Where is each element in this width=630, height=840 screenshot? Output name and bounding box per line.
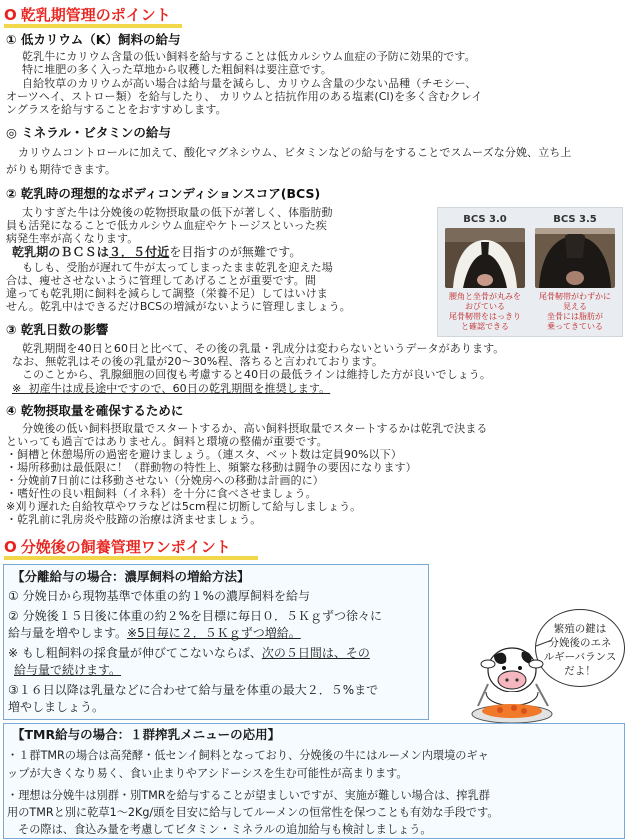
section2-title-text: 分娩後の飼養管理ワンポイント xyxy=(20,538,231,556)
sub5-line-2: といっても過言ではありません。飼料と環境の整備が重要です。 xyxy=(6,435,328,448)
sub3-line-2: 員も活発になることで低カルシウム血症やケトージスといった疾 xyxy=(6,219,327,232)
tmr-feeding-box xyxy=(3,723,625,839)
sub5-line-1: 分娩後の低い飼料摂取量でスタートするか、高い飼料摂取量でスタートするかは乾乳で決まる xyxy=(22,422,488,435)
bcs-target-line xyxy=(12,246,301,259)
bcs-photo-1-label: BCS 3.0 xyxy=(463,214,507,225)
section1-title xyxy=(4,6,171,24)
sub5-line-5: ・分娩前7日前には移動させない（分娩房への移動は計画的に） xyxy=(6,474,324,487)
sub1-line-5: ングラスを給与することをおすすめします。 xyxy=(6,103,227,116)
sub3-line-6: 違っても乾乳期に飼料を減らして調整（栄養不足）してはいけま xyxy=(6,287,328,300)
sub3-line-7: せん。乾乳中はできるだけBCSの増減がないように管理しましょう。 xyxy=(6,300,351,313)
box1-line-5: 給与量で続けます。 xyxy=(14,663,122,677)
sub1-line-4: オーツヘイ、ストロー類）を給与したり、 カリウムと拮抗作用のある塩素(Cl)を多く含むクレイ xyxy=(6,90,483,103)
box1-line-6: ③１６日以降は乳量などに合わせて給与量を体重の最大２．５%まで xyxy=(8,683,379,697)
sub1-line-3: 自給牧草のカリウムが高い場合は給与量を減らし、カリウム含量の少ない品種（チモシー、 xyxy=(22,77,477,90)
box1-line-3 xyxy=(8,626,301,641)
sub1-title: ① 低カリウム（K）飼料の給与 xyxy=(6,32,181,47)
sub4-line-1: 乾乳期間を40日と60日と比べて、その後の乳量・乳成分は変わらないというデータがあります。 xyxy=(22,342,505,355)
section2-title-underline xyxy=(4,556,258,560)
sub1-line-2: 特に堆肥の多く入った草地から収穫した粗飼料は要注意です。 xyxy=(22,63,332,76)
sub5-line-3: ・飼槽と休憩場所の過密を避けましょう。（連スタ、ベット数は定員90%以下） xyxy=(6,448,402,461)
section2-title xyxy=(4,538,231,556)
sub2-line-2: がりも期待できます。 xyxy=(6,163,117,176)
sub4-line-2: なお、無乾乳はその後の乳量が20～30%程、落ちると言われております。 xyxy=(12,355,384,368)
bcs-target-post: を目指すのが無難です。 xyxy=(169,245,302,259)
box1-line-3-note: ※5日毎に２．５Ｋｇずつ増給。 xyxy=(127,626,301,640)
box1-line-4-underlined: 次の５日間は、その xyxy=(261,646,370,660)
sub1-line-1: 乾乳牛にカリウム含量の低い飼料を給与することは低カルシウム血症の予防に効果的です。 xyxy=(22,50,476,63)
section1-title-underline xyxy=(4,24,182,28)
cow-rear-photo-2 xyxy=(535,228,615,288)
sub2-title: ◎ ミネラル・ビタミンの給与 xyxy=(6,125,171,140)
section1-title-text: 乾乳期管理のポイント xyxy=(20,6,171,24)
bcs-photo-2-label: BCS 3.5 xyxy=(553,214,597,225)
separate-feeding-box xyxy=(3,564,429,720)
bcs-photo-1 xyxy=(443,214,527,330)
box2-line-4: 用のTMRと別に乾草1～2Kg/頭を目安に給与してルーメンの恒常性を保つことも有効な手段です。 xyxy=(7,806,499,819)
box2-line-2: ップが大きくなり易く、食い止まりやアシドーシスを生む可能性が高まります。 xyxy=(7,767,408,780)
speech-bubble-text: 繁殖の鍵は 分娩後のエネ ルギーバランス だよ！ xyxy=(543,623,617,677)
sub3-title: ② 乾乳時の理想的なボディコンディションスコア(BCS) xyxy=(6,186,321,201)
sub3-line-1: 太りすぎた牛は分娩後の乾物摂取量の低下が著しく、体脂肪動 xyxy=(22,206,333,219)
box2-line-3: ・理想は分娩牛は別群・別TMRを給与することが望ましいですが、実施が難しい場合は、搾乳群 xyxy=(7,789,490,802)
sub3-line-4: もしも、受胎が遅れて牛が太ってしまったまま乾乳を迎えた場 xyxy=(22,261,333,274)
bcs-target-pre: 乾乳期のＢＣＳは xyxy=(12,245,109,259)
box1-title: 【分離給与の場合：濃厚飼料の増給方法】 xyxy=(12,569,250,584)
box1-line-1: ① 分娩日から現物基準で体重の約１%の濃厚飼料を給与 xyxy=(8,589,310,603)
bcs-photo-2-caption: 尾骨靭帯がわずかに 見える 坐骨には脂肪が 乗ってきている xyxy=(539,292,611,331)
box1-line-7: 増やしましょう。 xyxy=(8,700,105,714)
sub5-line-8: ・乾乳前に乳房炎や肢蹄の治療は済ませましょう。 xyxy=(6,513,262,526)
sub5-line-7: ※刈り遅れた自給牧草やワラなどは5cm程に切断して給与しましょう。 xyxy=(6,500,362,513)
bcs-photo-panel xyxy=(437,207,623,337)
sub3-line-3: 病発生率が高くなります。 xyxy=(6,232,139,245)
box2-line-5: その際は、食込み量を考慮してビタミン・ミネラルの追加給与も検討しましょう。 xyxy=(18,823,432,836)
box1-line-2: ② 分娩後１５日後に体重の約２%を目標に毎日０．５Ｋｇずつ徐々に xyxy=(8,609,382,623)
bcs-photo-1-caption: 腰角と坐骨が丸みを おびている 尾骨靭帯をはっきり と確認できる xyxy=(449,292,521,331)
circle-mark-icon: O xyxy=(4,538,17,556)
cow-rear-photo-1 xyxy=(445,228,525,288)
bcs-target-value: ３．５付近 xyxy=(108,245,170,259)
sub4-line-3: このことから、乳腺細胞の回復も考慮すると40日の最低ラインは維持した方が良いでしょう。 xyxy=(22,368,491,381)
cow-eating-illustration xyxy=(464,640,564,730)
circle-mark-icon: O xyxy=(4,6,17,24)
sub5-line-4: ・場所移動は最低限に！（群動物の特性上、頻繁な移動は闘争の要因になります） xyxy=(6,461,417,474)
sub4-note: ※ 初産牛は成長途中ですので、60日の乾乳期間を推奨します。 xyxy=(12,382,331,395)
sub5-line-6: ・嗜好性の良い粗飼料（イネ科）を十分に食べさせましょう。 xyxy=(6,487,317,500)
box2-line-1: ・１群TMRの場合は高発酵・低センイ飼料となっており、分娩後の牛にはルーメン内環境のギャ xyxy=(7,749,489,762)
sub3-line-5: 合は、痩せさせないように管理してあげることが重要です。間 xyxy=(6,274,316,287)
sub4-title: ③ 乾乳日数の影響 xyxy=(6,322,109,337)
sub5-title: ④ 乾物摂取量を確保するために xyxy=(6,403,184,418)
sub2-line-1: カリウムコントロールに加えて、酸化マグネシウム、ビタミンなどの給与をすることでスムーズな分娩、立ち上 xyxy=(18,146,572,159)
bcs-photo-2 xyxy=(533,214,617,330)
box2-title: 【TMR給与の場合：１群搾乳メニューの応用】 xyxy=(12,727,281,742)
box1-line-4-pre: ※ もし粗飼料の採食量が伸びてこないならば、 xyxy=(8,646,262,660)
box1-line-4 xyxy=(8,646,370,661)
box1-line-3-text: 給与量を増やします。 xyxy=(8,626,128,640)
